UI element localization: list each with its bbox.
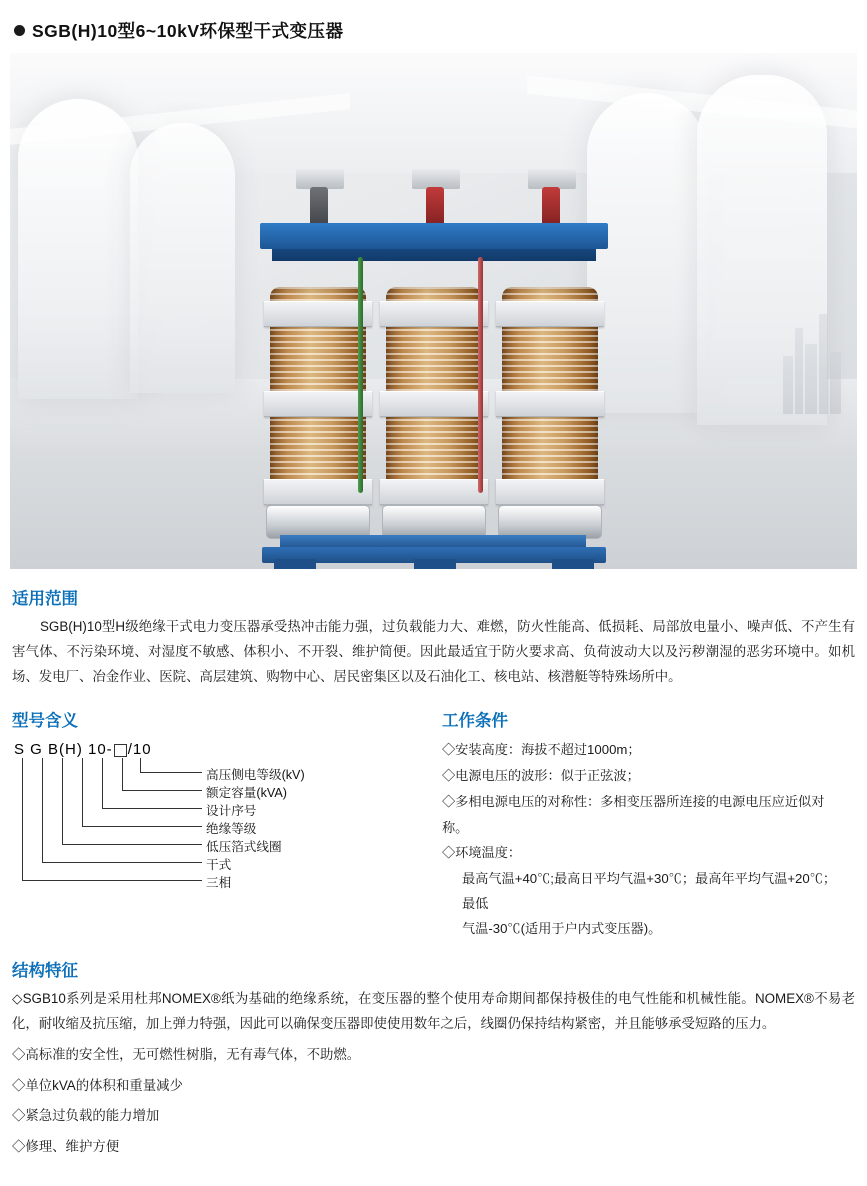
image-arch: [130, 123, 235, 393]
image-skyline: [783, 304, 847, 414]
bullet-icon: [14, 25, 25, 36]
leader-line: [122, 790, 202, 791]
scope-paragraph: [12, 615, 855, 689]
base-foot: [274, 559, 316, 569]
leader-line: [22, 880, 202, 881]
leader-line: [122, 758, 123, 790]
leader-line: [62, 758, 63, 844]
coil-clamp: [264, 479, 372, 505]
model-meaning-column: [10, 691, 428, 941]
section-heading-model: 型号含义: [12, 712, 78, 731]
model-label-lv-foil: 低压箔式线圈: [206, 840, 282, 855]
terminal-pad: [412, 169, 460, 189]
coil-clamp: [264, 391, 372, 417]
condition-item: ◇环境温度：: [442, 845, 522, 861]
leader-line: [82, 826, 202, 827]
feature-item: ◇单位kVA的体积和重量减少: [12, 1077, 183, 1093]
leader-line: [22, 758, 23, 880]
condition-item: ◇电源电压的波形：似于正弦波；: [442, 768, 640, 784]
leader-line: [102, 808, 202, 809]
condition-subitem: 气温-30℃(适用于户内式变压器)。: [462, 921, 662, 937]
condition-subitem: 最高气温+40℃;最高日平均气温+30℃；最高年平均气温+20℃；最低: [462, 871, 837, 912]
condition-item: ◇安装高度：海拔不超过1000m；: [442, 742, 641, 758]
two-column-section: [10, 691, 857, 941]
coil-clamp: [496, 479, 604, 505]
coil-clamp: [496, 391, 604, 417]
leader-line: [140, 758, 141, 772]
image-arch: [18, 99, 138, 399]
leader-line: [82, 758, 83, 826]
condition-item: ◇多相电源电压的对称性：多相变压器所连接的电源电压应近似对称。: [442, 793, 825, 835]
winding-coil: [502, 287, 598, 519]
leader-line: [140, 772, 202, 773]
page-bottom-spacer: [10, 1166, 857, 1184]
lv-busbar-duct: [382, 505, 486, 539]
base-frame: [280, 535, 586, 547]
model-code-suffix: /10: [127, 741, 152, 759]
model-label-design: 设计序号: [206, 804, 257, 819]
terminal-pad: [528, 169, 576, 189]
feature-item: ◇SGB10系列是采用杜邦NOMEX®纸为基础的绝缘系统，在变压器的整个使用寿命期间都保持极佳的电气性能和机械性能。NOMEX®不易老化，耐收缩及抗压缩，加上弹力特强，因此可以确保变压器即使使用数年之后，线圈仍保持结构紧密，并且能够承受短路的压力。: [12, 991, 855, 1032]
base-foot: [414, 559, 456, 569]
leader-line: [42, 758, 43, 862]
model-label-drytype: 干式: [206, 858, 232, 873]
winding-coil: [386, 287, 482, 519]
page-title: [10, 0, 857, 53]
section-heading-scope: 适用范围: [12, 590, 78, 608]
winding-coil: [270, 287, 366, 519]
working-conditions-column: [428, 691, 848, 941]
phase-lead-green: [358, 257, 363, 493]
page-title-text: SGB(H)10型6~10kV环保型干式变压器: [32, 21, 344, 41]
section-heading-conditions: 工作条件: [442, 712, 508, 731]
model-label-threephase: 三相: [206, 876, 232, 891]
scope-text: SGB(H)10型H级绝缘干式电力变压器承受热冲击能力强，过负载能力大、难燃，防火性能高、低损耗、局部放电量小、噪声低、不产生有害气体、不污染环境、对湿度不敏感、体积小、不开裂、维护简便。因此最适宜于防火要求高、负荷波动大以及污秽潮湿的恶劣环境中。如机场、发电厂、冶金作业、医院、高层建筑、购物中心、居民密集区以及石油化工、核电站、核潜艇等特殊场所中。: [12, 619, 855, 684]
feature-item: ◇修理、维护方便: [12, 1139, 120, 1155]
section-heading-features: 结构特征: [12, 962, 78, 981]
top-clamping-beam: [272, 249, 596, 261]
phase-lead-red: [478, 257, 483, 493]
feature-item: ◇紧急过负载的能力增加: [12, 1108, 160, 1124]
lv-busbar-duct: [498, 505, 602, 539]
model-code-line: [14, 741, 428, 758]
model-code-box: [114, 744, 127, 757]
leader-line: [62, 844, 202, 845]
terminal-pad: [296, 169, 344, 189]
coil-clamp: [496, 301, 604, 327]
feature-item: ◇高标准的安全性，无可燃性树脂，无有毒气体，不助燃。: [12, 1046, 361, 1062]
model-label-capacity: 额定容量(kVA): [206, 786, 287, 801]
coil-clamp: [264, 301, 372, 327]
coil-clamp: [380, 301, 488, 327]
leader-line: [42, 862, 202, 863]
model-label-insulation: 绝缘等级: [206, 822, 257, 837]
transformer-illustration: [254, 161, 614, 569]
coil-clamp: [380, 479, 488, 505]
coil-clamp: [380, 391, 488, 417]
model-label-voltage: 高压侧电等级(kV): [206, 768, 305, 783]
top-clamping-beam: [260, 223, 608, 249]
base-foot: [552, 559, 594, 569]
model-code-prefix: S G B(H) 10-: [14, 741, 113, 759]
leader-line: [102, 758, 103, 808]
lv-busbar-duct: [266, 505, 370, 539]
product-image: [10, 53, 857, 569]
model-code-diagram: [16, 758, 428, 908]
